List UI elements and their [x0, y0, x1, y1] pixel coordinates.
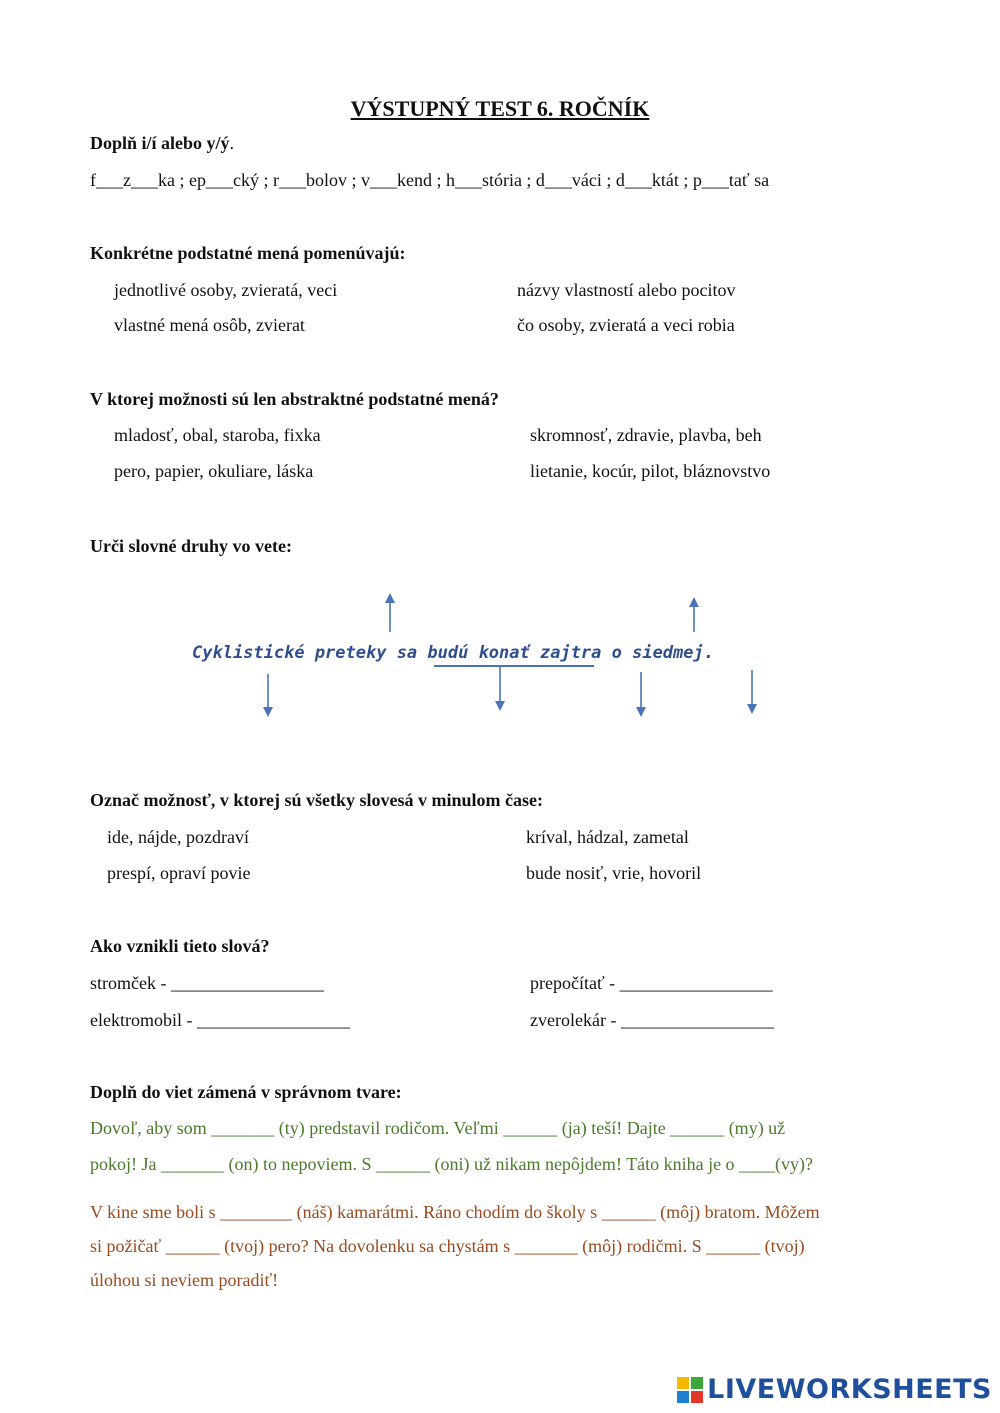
question-5-option-c[interactable]: prespí, opraví povie — [107, 863, 251, 883]
question-2-option-c[interactable]: vlastné mená osôb, zvierat — [114, 315, 305, 335]
liveworksheets-logo[interactable] — [677, 1374, 992, 1405]
question-5-heading: Označ možnosť, v ktorej sú všetky slovesá v minulom čase: — [90, 790, 544, 810]
question-2-heading: Konkrétne podstatné mená pomenúvajú: — [90, 243, 406, 263]
question-3-option-a[interactable]: mladosť, obal, staroba, fixka — [114, 425, 321, 445]
question-3-heading: V ktorej možnosti sú len abstraktné podstatné mená? — [90, 389, 499, 409]
question-7-green-line-2[interactable]: pokoj! Ja _______ (on) to nepoviem. S ______ (oni) už nikam nepôjdem! Táto kniha je o ____(vy)? — [90, 1154, 814, 1174]
question-6-item-stromcek[interactable]: stromček - _________________ — [90, 973, 324, 993]
question-7-brown-line-1[interactable]: V kine sme boli s ________ (náš) kamarátmi. Ráno chodím do školy s ______ (môj) bratom. Môžem — [90, 1202, 820, 1222]
question-1-heading-dot: . — [229, 133, 235, 153]
question-3-option-c[interactable]: pero, papier, okuliare, láska — [114, 461, 314, 481]
word-class-sentence: Cyklistické preteky sa budú konať zajtra o siedmej. — [192, 643, 714, 663]
question-5-option-b[interactable]: kríval, hádzal, zametal — [526, 827, 689, 847]
question-1-fill-line[interactable]: f___z___ka ; ep___cký ; r___bolov ; v___kend ; h___stória ; d___váci ; d___ktát ; p___tať sa — [90, 170, 770, 190]
question-7-brown-line-2[interactable]: si požičať ______ (tvoj) pero? Na dovolenku sa chystám s _______ (môj) rodičmi. S ______ (tvoj) — [90, 1236, 805, 1256]
logo-text: LIVEWORKSHEETS — [707, 1374, 992, 1405]
question-7-heading: Doplň do viet zámená v správnom tvare: — [90, 1082, 402, 1102]
question-2-option-d[interactable]: čo osoby, zvieratá a veci robia — [517, 315, 735, 335]
question-5-option-d[interactable]: bude nosiť, vrie, hovoril — [526, 863, 702, 883]
logo-icon — [677, 1377, 703, 1403]
question-4-heading: Urči slovné druhy vo vete: — [90, 536, 292, 556]
question-6-item-prepocitat[interactable]: prepočítať - _________________ — [530, 973, 773, 993]
question-1-heading-text: Doplň i/í alebo y/ý — [90, 133, 230, 153]
question-6-item-zverolekar[interactable]: zverolekár - _________________ — [530, 1010, 774, 1030]
question-2-option-b[interactable]: názvy vlastností alebo pocitov — [517, 280, 736, 300]
question-5-option-a[interactable]: ide, nájde, pozdraví — [107, 827, 249, 847]
question-7-brown-line-3[interactable]: úlohou si neviem poradiť! — [90, 1270, 279, 1290]
question-3-option-b[interactable]: skromnosť, zdravie, plavba, beh — [530, 425, 762, 445]
page-title: VÝSTUPNÝ TEST 6. ROČNÍK — [350, 96, 650, 121]
question-2-option-a[interactable]: jednotlivé osoby, zvieratá, veci — [114, 280, 338, 300]
question-6-item-elektromobil[interactable]: elektromobil - _________________ — [90, 1010, 350, 1030]
question-6-heading: Ako vznikli tieto slová? — [90, 936, 270, 956]
question-3-option-d[interactable]: lietanie, kocúr, pilot, bláznovstvo — [530, 461, 771, 481]
question-7-green-line-1[interactable]: Dovoľ, aby som _______ (ty) predstavil rodičom. Veľmi ______ (ja) teší! Dajte ______ (my) už — [90, 1118, 786, 1138]
